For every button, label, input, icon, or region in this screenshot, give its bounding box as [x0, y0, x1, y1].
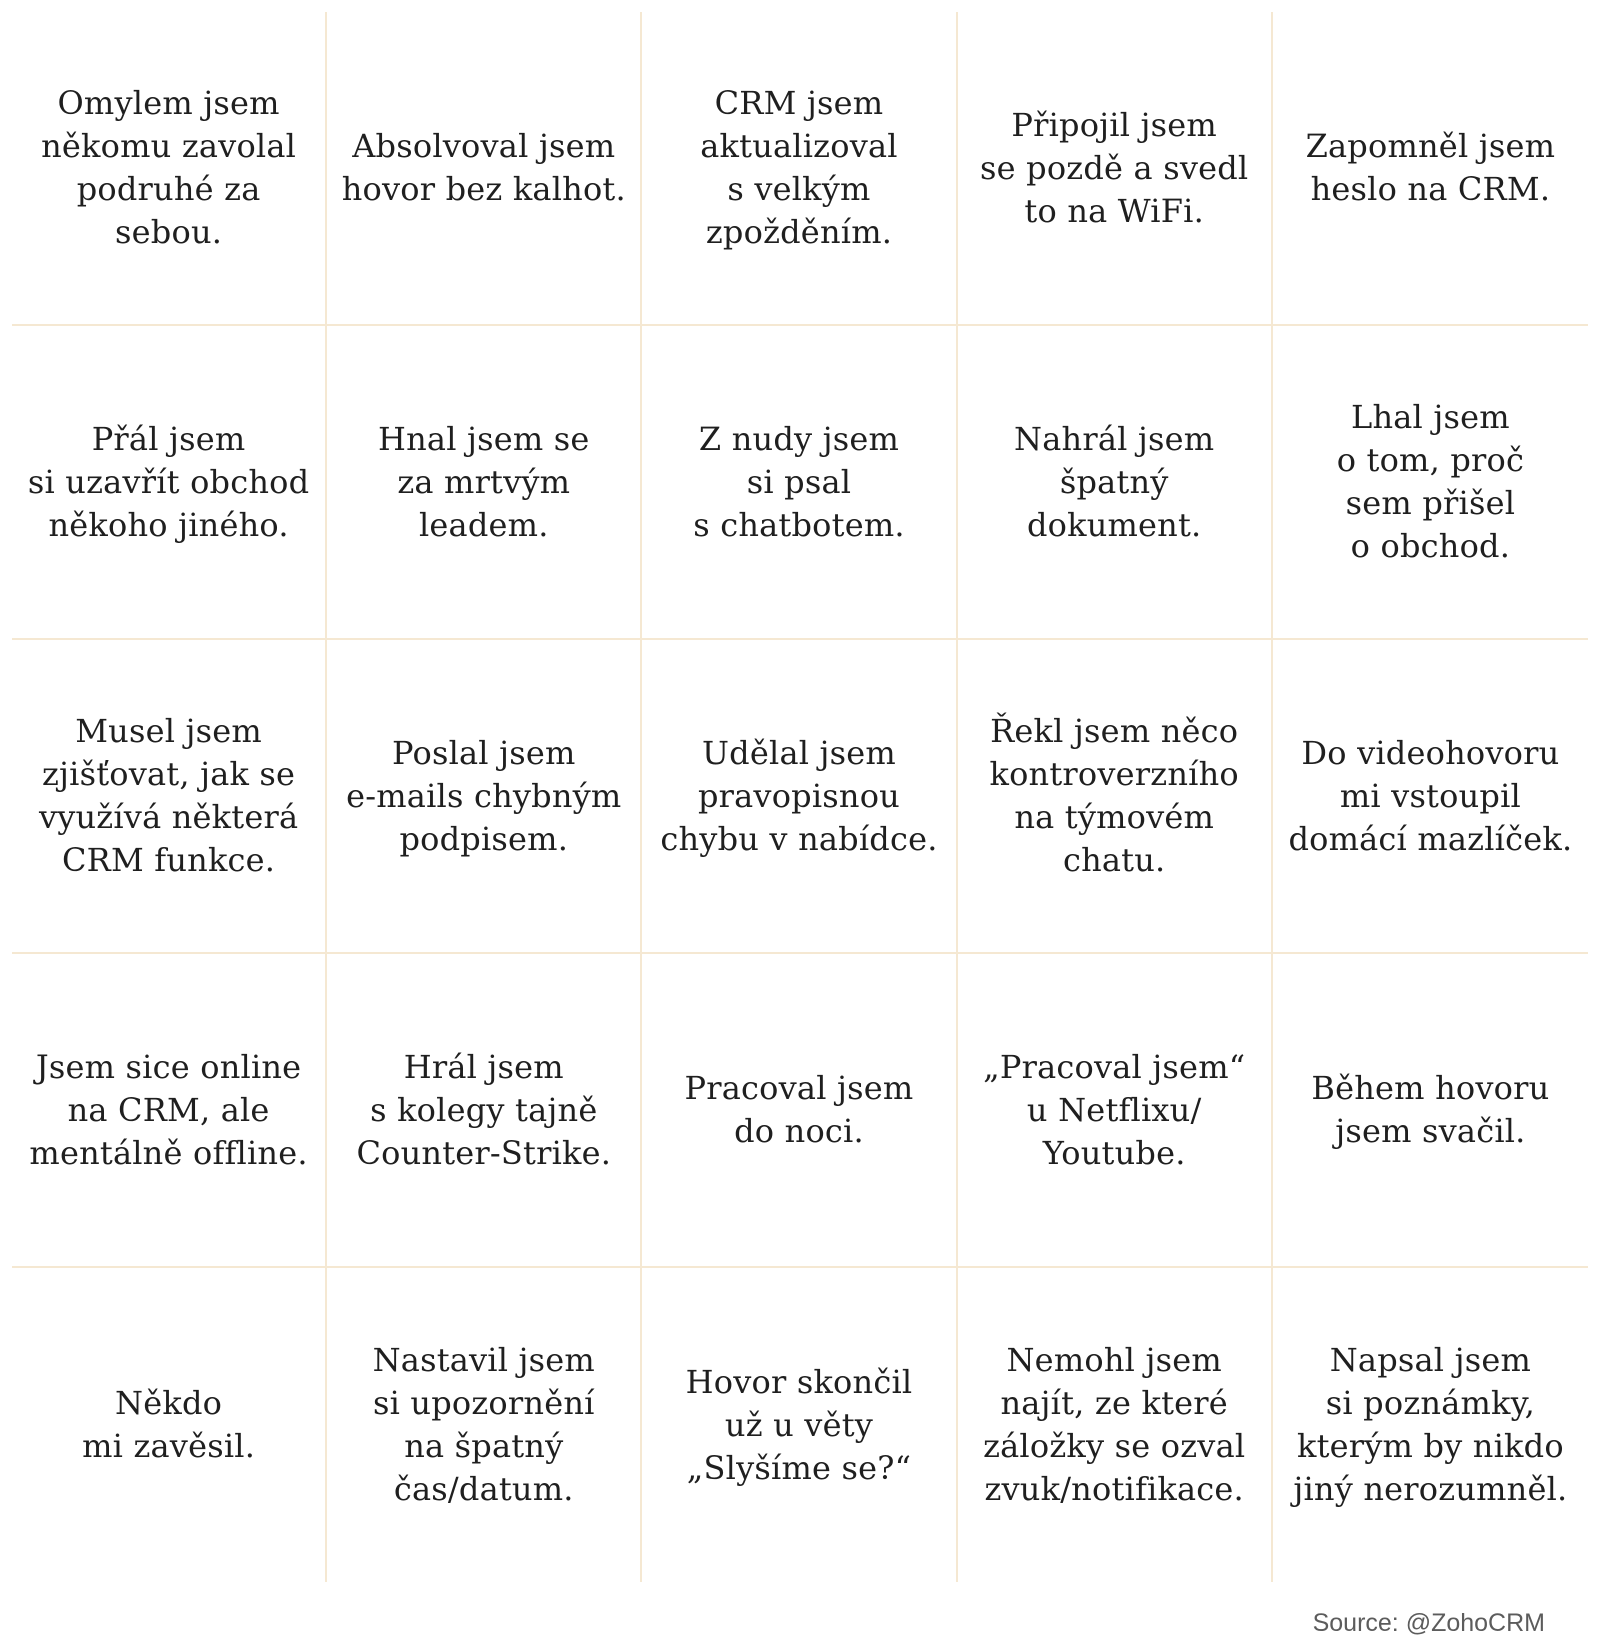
bingo-cell: [327, 954, 642, 1268]
bingo-cell-text: Absolvoval jsem hovor bez kalhot.: [341, 127, 626, 208]
bingo-cell: [327, 1268, 642, 1582]
bingo-cell-text: Musel jsem zjišťovat, jak se využívá některá CRM funkce.: [38, 712, 299, 879]
bingo-cell: [958, 326, 1273, 640]
bingo-cell: [327, 640, 642, 954]
bingo-cell: [327, 326, 642, 640]
bingo-cell-text: CRM jsem aktualizoval s velkým zpožděním.: [700, 84, 898, 251]
bingo-cell-text: Udělal jsem pravopisnou chybu v nabídce.: [660, 733, 938, 858]
bingo-cell: [642, 326, 957, 640]
bingo-cell-text: Z nudy jsem si psal s chatbotem.: [693, 419, 905, 544]
bingo-cell-text: Jsem sice online na CRM, ale mentálně offline.: [29, 1047, 308, 1172]
bingo-cell: [12, 954, 327, 1268]
bingo-cell: [958, 954, 1273, 1268]
bingo-cell-text: Poslal jsem e-mails chybným podpisem.: [346, 733, 622, 858]
bingo-cell: [1273, 326, 1588, 640]
bingo-cell: [12, 12, 327, 326]
bingo-cell-text: Lhal jsem o tom, proč sem přišel o obchod.: [1336, 398, 1525, 565]
bingo-cell-text: Nastavil jsem si upozornění na špatný čas/datum.: [372, 1341, 595, 1508]
bingo-cell: [1273, 12, 1588, 326]
bingo-cell-text: „Pracoval jsem“ u Netflixu/ Youtube.: [983, 1047, 1246, 1172]
bingo-cell: [958, 12, 1273, 326]
bingo-cell-text: Pracoval jsem do noci.: [684, 1069, 914, 1150]
bingo-cell-text: Nahrál jsem špatný dokument.: [1014, 419, 1215, 544]
bingo-cell-text: Hnal jsem se za mrtvým leadem.: [378, 419, 590, 544]
bingo-cell-text: Napsal jsem si poznámky, kterým by nikdo jiný nerozumněl.: [1293, 1341, 1568, 1508]
bingo-cell-text: Připojil jsem se pozdě a svedl to na WiFi.: [980, 105, 1249, 230]
bingo-cell: [642, 12, 957, 326]
bingo-cell: [1273, 640, 1588, 954]
bingo-cell-text: Nemohl jsem najít, ze které záložky se ozval zvuk/notifikace.: [983, 1341, 1246, 1508]
bingo-cell-text: Přál jsem si uzavřít obchod někoho jiného.: [27, 419, 310, 544]
bingo-cell: [1273, 1268, 1588, 1582]
bingo-cell: [642, 1268, 957, 1582]
bingo-cell: [327, 12, 642, 326]
bingo-cell-text: Hovor skončil už u věty „Slyšíme se?“: [685, 1362, 913, 1487]
bingo-cell-text: Během hovoru jsem svačil.: [1311, 1069, 1550, 1150]
bingo-grid: [12, 12, 1588, 1582]
bingo-cell-text: Řekl jsem něco kontroverzního na týmovém chatu.: [989, 712, 1239, 879]
bingo-cell: [1273, 954, 1588, 1268]
source-credit: Source: @ZohoCRM: [1312, 1609, 1545, 1637]
bingo-cell-text: Někdo mi zavěsil.: [82, 1384, 256, 1465]
bingo-cell: [12, 640, 327, 954]
bingo-cell: [642, 954, 957, 1268]
bingo-cell: [12, 326, 327, 640]
bingo-cell: [958, 1268, 1273, 1582]
bingo-cell-text: Hrál jsem s kolegy tajně Counter-Strike.: [356, 1047, 612, 1172]
bingo-cell: [642, 640, 957, 954]
bingo-cell-text: Omylem jsem někomu zavolal podruhé za sebou.: [41, 84, 297, 251]
bingo-cell-text: Zapomněl jsem heslo na CRM.: [1305, 127, 1556, 208]
bingo-cell-text: Do videohovoru mi vstoupil domácí mazlíček.: [1288, 733, 1573, 858]
bingo-cell: [12, 1268, 327, 1582]
bingo-cell: [958, 640, 1273, 954]
